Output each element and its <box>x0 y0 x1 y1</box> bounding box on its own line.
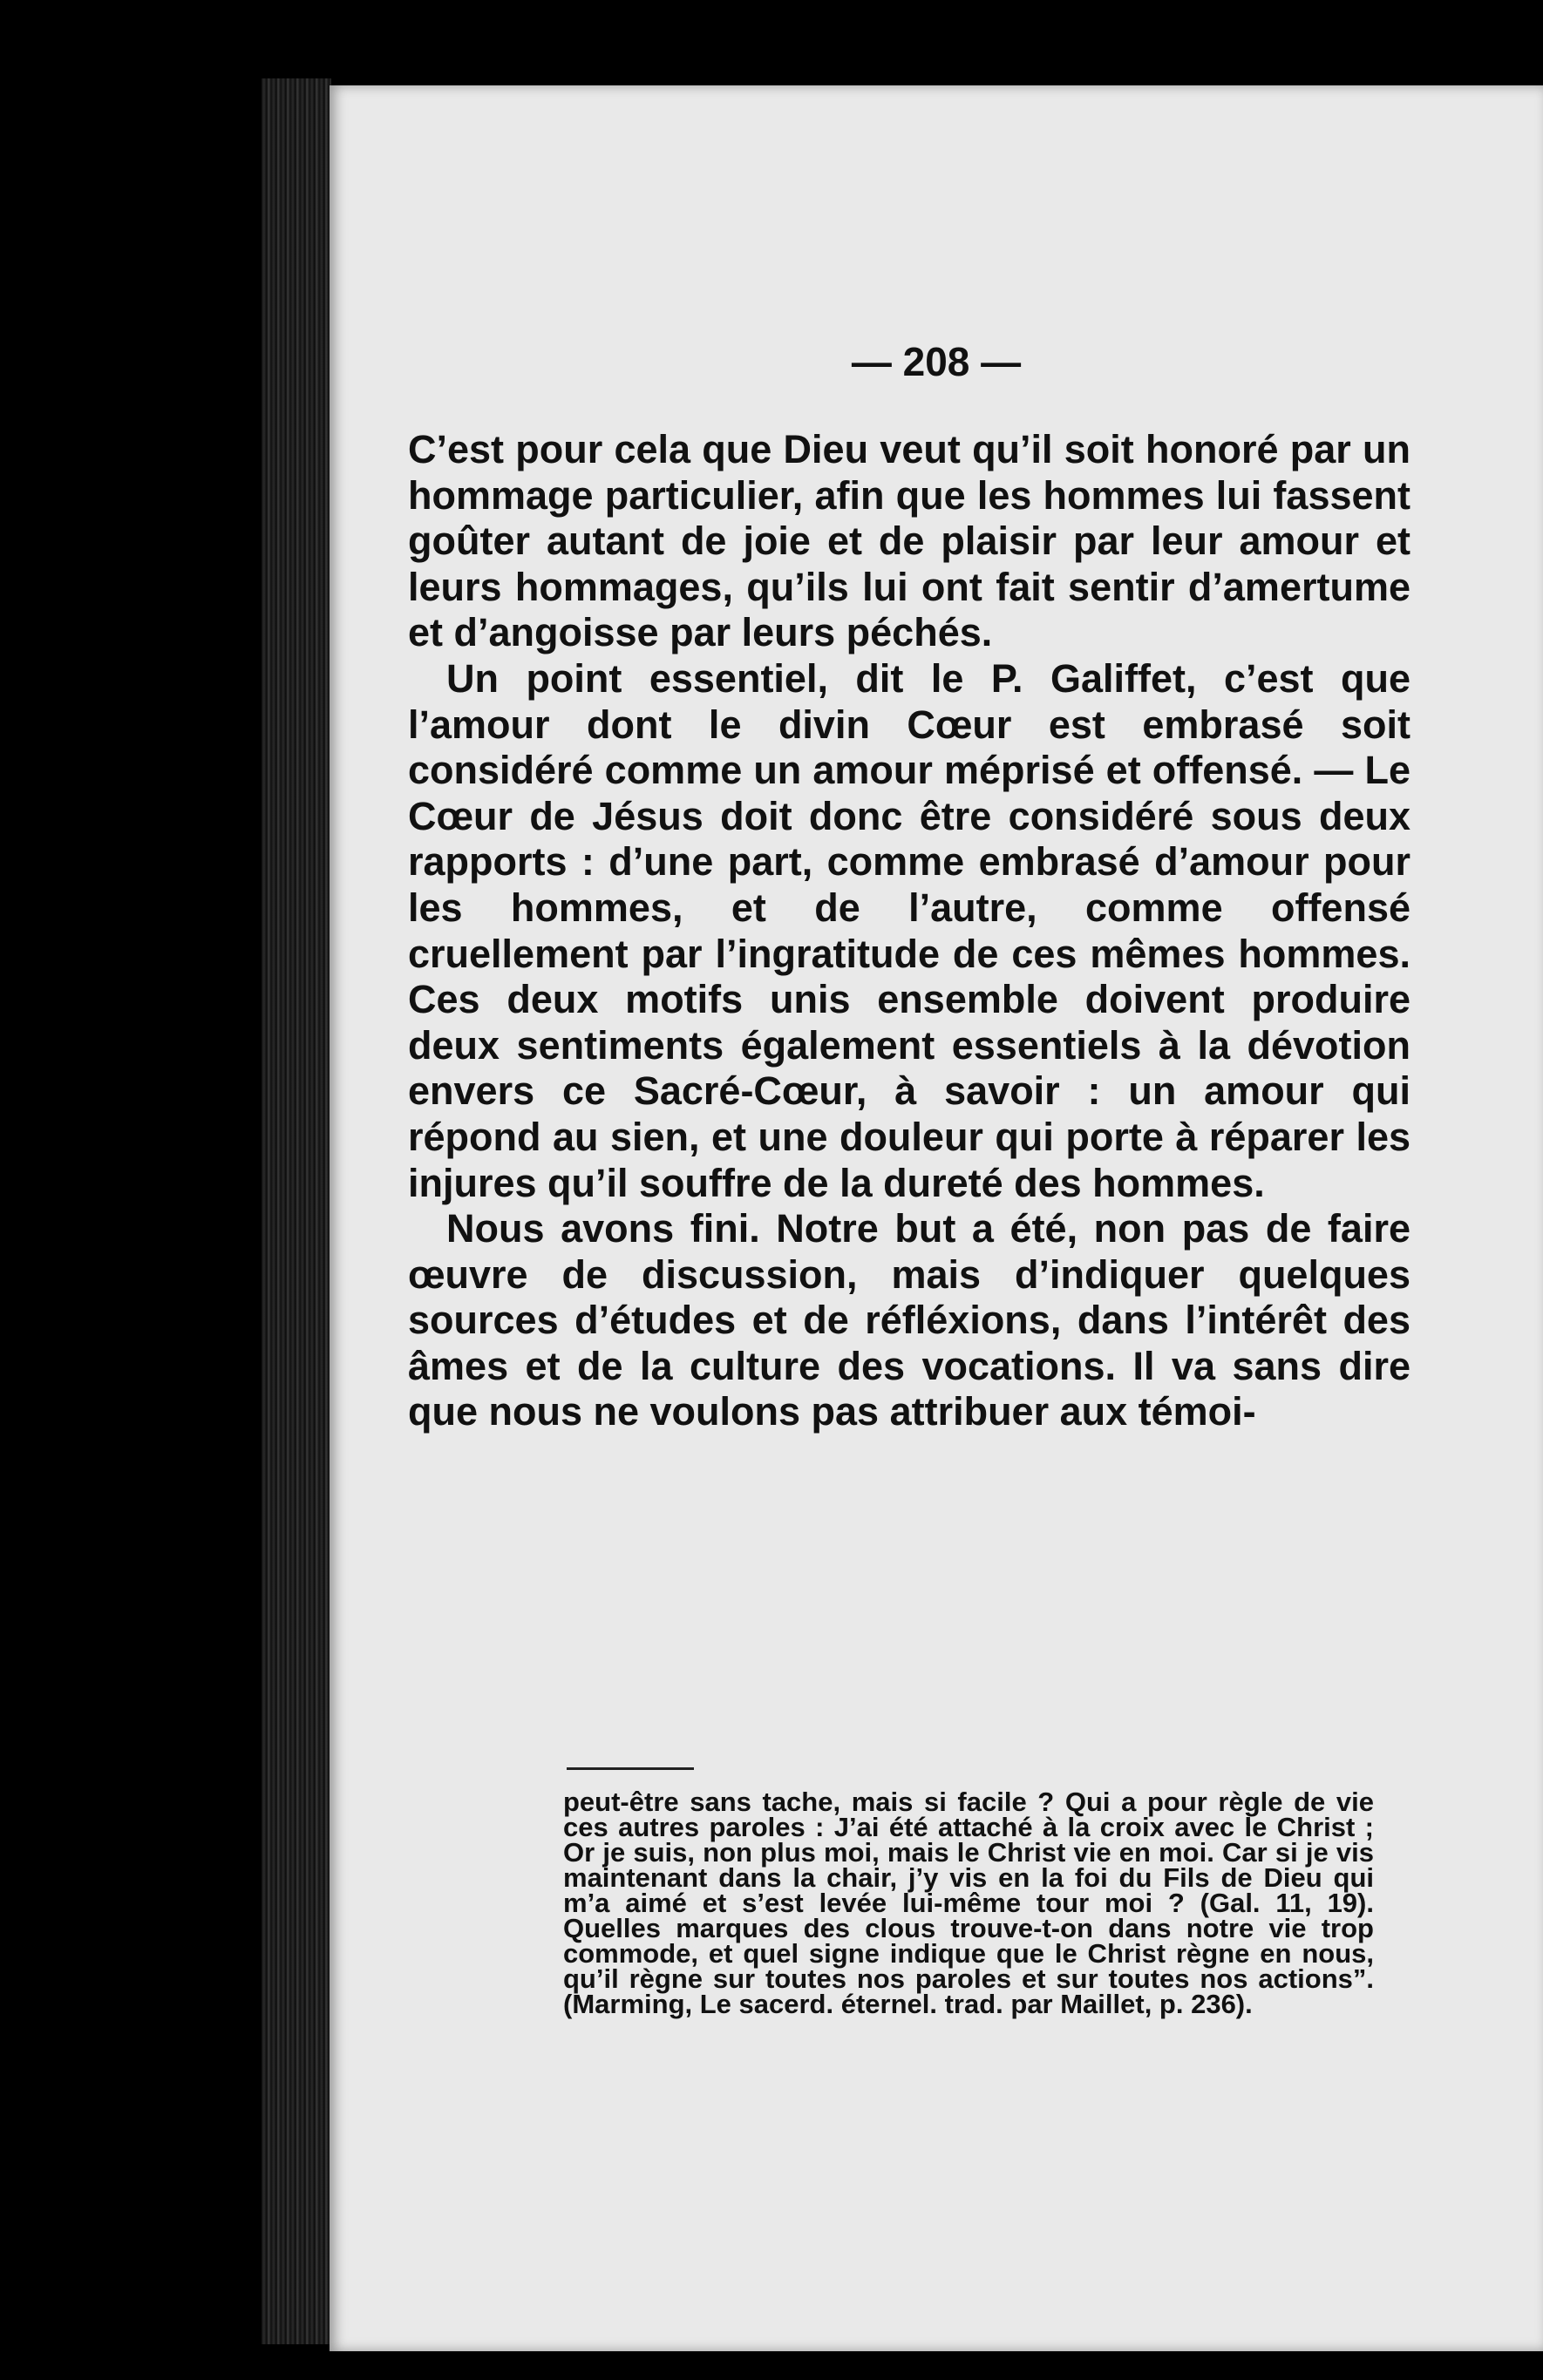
footnote-separator <box>567 1767 694 1770</box>
paragraph-1: C’est pour cela que Dieu veut qu’il soit honoré par un hommage particulier, afin que les hommes lui fassent goûter autant de joie et de plaisir par leur amour et leurs hommages, qu’ils lui ont fait sentir d’amertume et d’angoisse par leurs péchés. <box>408 427 1410 655</box>
page-number: — 208 — <box>851 339 1022 384</box>
footnote: peut-être sans tache, mais si facile ? Qui a pour règle de vie ces autres paroles : J’ai été attaché à la croix avec le Christ ; Or je suis, non plus moi, mais le Christ vie en moi. Car si je vis maintenant dans la chair, j’y vis en la foi du Fils de Dieu qui m’a aimé et s’est levée lui-même tour moi ? (Gal. 11, 19). Quelles marques des clous trouve-t-on dans notre vie trop commode, et quel signe indique que le Christ règne en nous, qu’il règne sur toutes nos paroles et sur toutes nos actions”. (Marming, Le sacerd. éternel. trad. par Maillet, p. 236). <box>563 1787 1374 2019</box>
page-edges <box>262 78 331 2344</box>
paragraph-2: Un point essentiel, dit le P. Galiffet, c’est que l’amour dont le divin Cœur est embrasé soit considéré comme un amour méprisé et offensé. — Le Cœur de Jésus doit donc être considéré sous deux rapports : d’une part, comme embrasé d’amour pour les hommes, et de l’autre, comme offensé cruellement par l’ingratitude de ces mêmes hommes. Ces deux motifs unis ensemble doivent produire deux sentiments également essentiels à la dévotion envers ce Sacré-Cœur, à savoir : un amour qui répond au sien, et une douleur qui porte à réparer les injures qu’il souffre de la dureté des hommes. <box>408 655 1410 1205</box>
book-page <box>330 85 1543 2351</box>
paragraph-3: Nous avons fini. Notre but a été, non pas de faire œuvre de discussion, mais d’indiquer quelques sources d’études et de réfléxions, dans l’intérêt des âmes et de la culture des vocations. Il va sans dire que nous ne voulons pas attribuer aux témoi- <box>408 1206 1410 1434</box>
book-spine <box>0 0 331 2380</box>
body-text <box>408 427 1410 1435</box>
